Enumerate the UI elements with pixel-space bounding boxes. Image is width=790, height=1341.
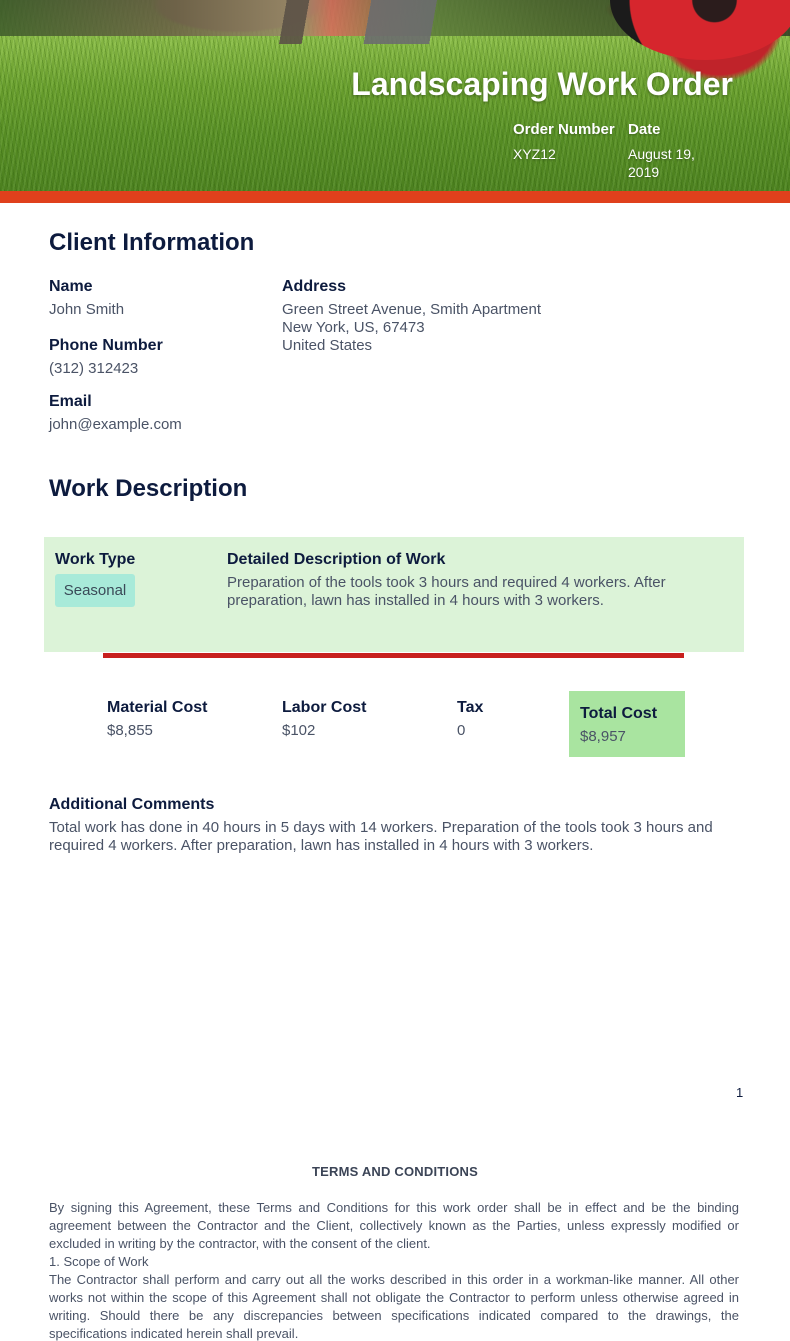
date-value-line2: 2019 xyxy=(628,164,660,180)
phone-value: (312) 312423 xyxy=(49,360,139,377)
address-line3: United States xyxy=(282,337,373,354)
terms-section1-text: The Contractor shall perform and carry out all the works described in this order in a workman-like manner. All other works not within the scope of this Agreement shall not obligate the Contractor to perform unless otherwise agreed in writing. Should there be any discrepancies between specifications indicated compared to the drawings, the specifications indicated herein shall prevail. xyxy=(49,1272,739,1341)
comments-line2: required 4 workers. After preparation, lawn has installed in 4 hours with 3 workers. xyxy=(49,837,594,854)
date-value-line1: August 19, xyxy=(628,146,695,162)
order-number-value: XYZ12 xyxy=(513,146,556,162)
material-cost-label: Material Cost xyxy=(107,699,208,716)
additional-comments-label: Additional Comments xyxy=(49,796,215,813)
total-cost-panel xyxy=(569,691,685,757)
date-label: Date xyxy=(628,121,661,138)
address-line2: New York, US, 67473 xyxy=(282,319,425,336)
work-type-label: Work Type xyxy=(55,551,136,568)
tax-value: 0 xyxy=(457,722,466,739)
page-number: 1 xyxy=(736,1085,744,1100)
email-value: john@example.com xyxy=(49,416,182,433)
total-cost-label: Total Cost xyxy=(580,705,658,722)
name-label: Name xyxy=(49,278,93,295)
gardener-legs xyxy=(268,0,448,44)
description-line2: preparation, lawn has installed in 4 hours with 3 workers. xyxy=(227,592,604,609)
work-description-heading: Work Description xyxy=(49,475,248,502)
labor-cost-value: $102 xyxy=(282,722,316,739)
address-line1: Green Street Avenue, Smith Apartment xyxy=(282,301,542,318)
terms-section1-title: 1. Scope of Work xyxy=(49,1254,149,1269)
work-type-badge: Seasonal xyxy=(55,574,135,607)
client-information-heading: Client Information xyxy=(49,229,255,256)
terms-title: TERMS AND CONDITIONS xyxy=(311,1164,479,1179)
tax-label: Tax xyxy=(457,699,484,716)
document-title: Landscaping Work Order xyxy=(351,66,733,102)
address-label: Address xyxy=(282,278,347,295)
terms-intro: By signing this Agreement, these Terms and Conditions for this work order shall be in effect and be the binding agreement between the Contractor and the Client, collectively known as the Parties, unless expressly modified or excluded in writing by the contractor, with the consent of the client. xyxy=(49,1200,739,1251)
comments-line1: Total work has done in 40 hours in 5 days with 14 workers. Preparation of the tools took 3 hours and xyxy=(49,819,713,836)
header-banner-image xyxy=(0,0,790,192)
order-number-label: Order Number xyxy=(513,121,615,138)
description-label: Detailed Description of Work xyxy=(227,551,446,568)
cost-divider-bar xyxy=(103,653,684,658)
phone-label: Phone Number xyxy=(49,337,163,354)
material-cost-value: $8,855 xyxy=(107,722,153,739)
header-accent-bar xyxy=(0,191,790,203)
email-label: Email xyxy=(49,393,92,410)
description-line1: Preparation of the tools took 3 hours and required 4 workers. After xyxy=(227,574,666,591)
lawnmower-wheel xyxy=(610,0,790,60)
labor-cost-label: Labor Cost xyxy=(282,699,367,716)
total-cost-value: $8,957 xyxy=(580,728,626,745)
name-value: John Smith xyxy=(49,301,125,318)
